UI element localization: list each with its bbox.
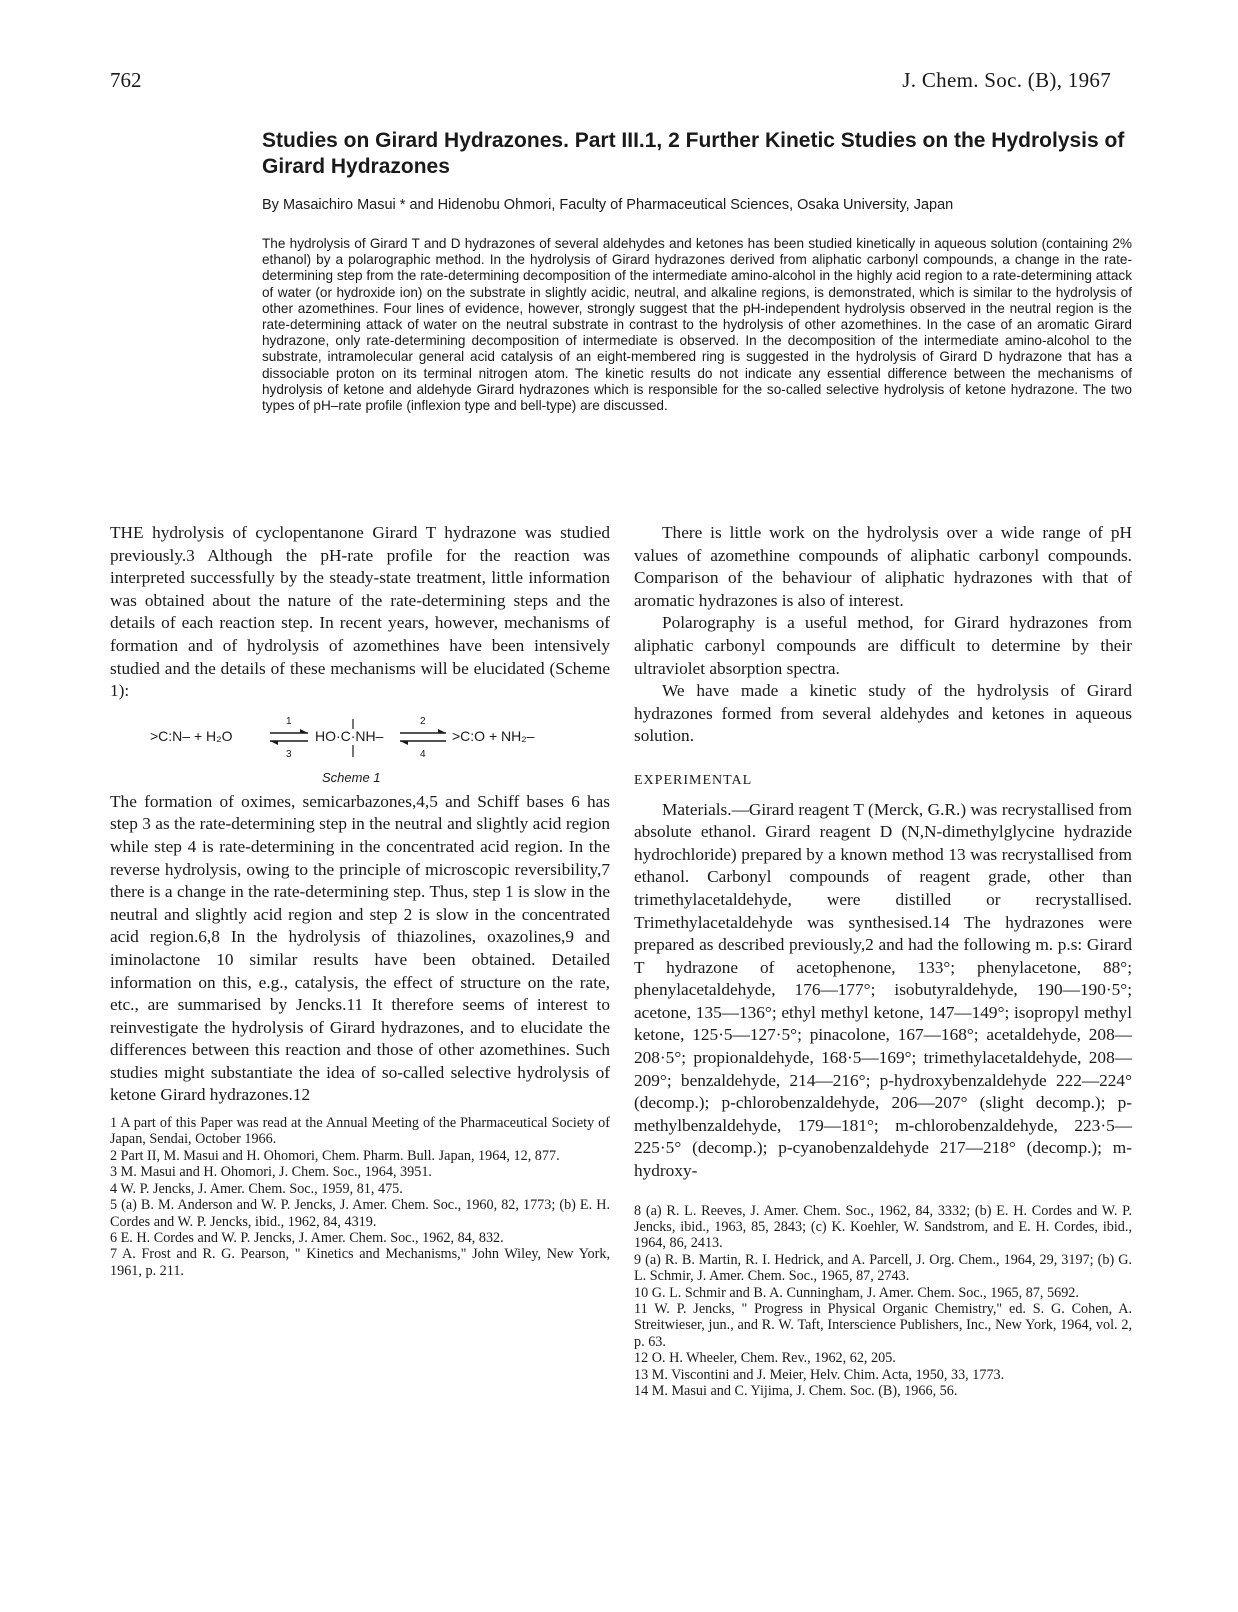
intro-paragraph-3: There is little work on the hydrolysis over a wide range of pH values of azomethine compounds of aliphatic carbonyl compounds. Comparison of the behaviour of aliphatic hydrazones with that of aromatic hydrazones is also of interest. (634, 523, 1132, 610)
scheme-intermediate: HO·C·NH– (315, 727, 384, 744)
footnote-7: 7 A. Frost and R. G. Pearson, " Kinetics and Mechanisms," John Wiley, New York, 1961, p. 211. (110, 1246, 610, 1279)
journal-reference: J. Chem. Soc. (B), 1967 (902, 68, 1111, 92)
footnotes-right (634, 1203, 1132, 1400)
footnote-13: 13 M. Viscontini and J. Meier, Helv. Chim. Acta, 1950, 33, 1773. (634, 1366, 1005, 1383)
footnote-9: 9 (a) R. B. Martin, R. I. Hedrick, and A. Parcell, J. Org. Chem., 1964, 29, 3197; (b) G. L. Schmir, J. Amer. Chem. Soc., 1965, 87, 2743. (634, 1251, 1132, 1285)
reaction-scheme-diagram (110, 711, 610, 767)
reaction-scheme (110, 711, 610, 787)
footnote-14: 14 M. Masui and C. Yijima, J. Chem. Soc. (B), 1966, 56. (634, 1383, 958, 1400)
arrowhead-1 (300, 729, 308, 733)
footnote-1: 1 A part of this Paper was read at the Annual Meeting of the Pharmaceutical Society of Japan, Sendai, October 1966. (110, 1115, 610, 1148)
right-column (634, 522, 1132, 1400)
footnote-3: 3 M. Masui and H. Ohomori, J. Chem. Soc., 1964, 3951. (110, 1164, 432, 1181)
footnote-2: 2 Part II, M. Masui and H. Ohomori, Chem. Pharm. Bull. Japan, 1964, 12, 877. (110, 1147, 560, 1164)
scheme-reactant: >C:N– + H₂O (150, 727, 233, 744)
footnote-8: 8 (a) R. L. Reeves, J. Amer. Chem. Soc., 1962, 84, 3332; (b) E. H. Cordes and W. P. Jencks, ibid., 1963, 85, 2843; (c) K. Koehler, W. Sandstrom, and E. H. Cordes, ibid., 1964, 86, 2413. (634, 1202, 1132, 1252)
intro-paragraph-1: THE hydrolysis of cyclopentanone Girard T hydrazone was studied previously.3 Although the pH-rate profile for the reaction was interpreted successfully by the steady-state treatment, little information was obtained about the nature of the rate-determining steps and the details of each reaction step. In recent years, however, mechanisms of formation and of hydrolysis of azomethines have been intensively studied and the details of these mechanisms will be elucidated (Scheme 1): (110, 523, 610, 701)
author-line: By Masaichiro Masui * and Hidenobu Ohmori, Faculty of Pharmaceutical Sciences, Osaka University, Japan (262, 197, 954, 213)
footnote-6: 6 E. H. Cordes and W. P. Jencks, J. Amer. Chem. Soc., 1962, 84, 832. (110, 1229, 504, 1246)
step-2-label: 2 (420, 715, 426, 727)
step-1-label: 1 (286, 715, 292, 727)
arrowhead-3 (270, 741, 278, 745)
scheme-caption: Scheme 1 (322, 769, 381, 785)
footnote-4: 4 W. P. Jencks, J. Amer. Chem. Soc., 1959, 81, 475. (110, 1180, 403, 1197)
intro-paragraph-2: The formation of oximes, semicarbazones,4,5 and Schiff bases 6 has step 3 as the rate-determining step in the neutral and slightly acid region while step 4 is rate-determining in the concentrated acid region. In the reverse hydrolysis, owing to the principle of microscopic reversibility,7 there is a change in the rate-determining step. Thus, step 1 is slow in the neutral and slightly acid region and step 2 is slow in the concentrated acid region.6,8 In the hydrolysis of thiazolines, oxazolines,9 and iminolactone 10 similar results have been obtained. Detailed information on this, e.g., catalysis, the effect of structure on the rate, etc., are summarised by Jencks.11 It therefore seems of interest to reinvestigate the hydrolysis of Girard hydrazones, and to elucidate the differences between this reaction and those of other azomethines. Such studies might substantiate the idea of so-called selective hydrolysis of ketone Girard hydrazones.12 (110, 791, 610, 1105)
materials-paragraph: Materials.—Girard reagent T (Merck, G.R.) was recrystallised from absolute ethanol. Girard reagent D (N,N-dimethylglycine hydrazide hydrochloride) prepared by a known method 13 was recrystallised from ethanol. Carbonyl compounds of reagent grade, other than trimethylacetaldehyde, were distilled or recrystallised. Trimethylacetaldehyde was synthesised.14 The hydrazones were prepared as described previously,2 and had the following m. p.s: Girard T hydrazone of acetophenone, 133°; phenylacetone, 88°; phenylacetaldehyde, 176—177°; isobutyraldehyde, 190—190·5°; acetone, 135—136°; ethyl methyl ketone, 147—149°; isopropyl methyl ketone, 125·5—127·5°; pinacolone, 167—168°; acetaldehyde, 208—208·5°; propionaldehyde, 168·5—169°; trimethylacetaldehyde, 208—209°; benzaldehyde, 214—216°; p-hydroxybenzaldehyde 222—224° (decomp.); p-chlorobenzaldehyde, 206—207° (slight decomp.); p-methylbenzaldehyde, 179—181°; m-chlorobenzaldehyde, 223·5—225·5° (decomp.); p-cyanobenzaldehyde 217—218° (decomp.); m-hydroxy- (634, 799, 1132, 1181)
step-4-label: 4 (420, 748, 426, 760)
footnote-5: 5 (a) B. M. Anderson and W. P. Jencks, J. Amer. Chem. Soc., 1960, 82, 1773; (b) E. H. Cordes and W. P. Jencks, ibid., 1962, 84, 4319. (110, 1197, 610, 1230)
page-number: 762 (110, 68, 142, 92)
arrowhead-4 (400, 741, 408, 745)
step-3-label: 3 (286, 748, 292, 760)
intro-paragraph-5: We have made a kinetic study of the hydrolysis of Girard hydrazones formed from several aldehydes and ketones in aqueous solution. (634, 681, 1132, 746)
abstract: The hydrolysis of Girard T and D hydrazones of several aldehydes and ketones has been studied kinetically in aqueous solution (containing 2% ethanol) by a polarographic method. In the hydrolysis of Girard hydrazones derived from aliphatic carbonyl compounds, a change in the rate-determining step from the rate-determining decomposition of the intermediate amino-alcohol in the highly acid region to a rate-determining attack of water (or hydroxide ion) on the substrate in slightly acidic, neutral, and alkaline regions, is demonstrated, which is similar to the hydrolysis of other azomethines. Four lines of evidence, however, strongly suggest that the pH-independent hydrolysis observed in the neutral region is the rate-determining attack of water on the neutral substrate in contrast to the hydrolysis of other azomethines. In the case of an aromatic Girard hydrazone, only rate-determining decomposition of intermediate is observed. In the decomposition of the intermediate amino-alcohol to the substrate, intramolecular general acid catalysis of an eight-membered ring is suggested in the hydrolysis of Girard D hydrazone that has a dissociable proton on its terminal nitrogen atom. The kinetic results do not indicate any essential difference between the mechanisms of hydrolysis of ketone and aldehyde Girard hydrazones which is responsible for the so-called selective hydrolysis of ketone hydrazone. The two types of pH–rate profile (inflexion type and bell-type) are discussed. (262, 236, 1132, 414)
footnote-12: 12 O. H. Wheeler, Chem. Rev., 1962, 62, 205. (634, 1350, 896, 1367)
arrowhead-2 (438, 729, 446, 733)
article-title: Studies on Girard Hydrazones. Part III.1, 2 Further Kinetic Studies on the Hydrolysis of Girard Hydrazones (262, 129, 1125, 178)
left-column (110, 522, 610, 1279)
footnote-11: 11 W. P. Jencks, " Progress in Physical Organic Chemistry," ed. S. G. Cohen, A. Streitwieser, jun., and R. W. Taft, Interscience Publishers, Inc., New York, 1964, vol. 2, p. 63. (634, 1301, 1132, 1350)
scheme-products: >C:O + NH₂– (452, 727, 535, 744)
section-heading-experimental: EXPERIMENTAL (634, 772, 753, 788)
footnotes-left (110, 1115, 610, 1279)
footnote-10: 10 G. L. Schmir and B. A. Cunningham, J. Amer. Chem. Soc., 1965, 87, 5692. (634, 1284, 1079, 1301)
intro-paragraph-4: Polarography is a useful method, for Girard hydrazones from aliphatic carbonyl compounds are difficult to determine by their ultraviolet absorption spectra. (634, 613, 1132, 678)
